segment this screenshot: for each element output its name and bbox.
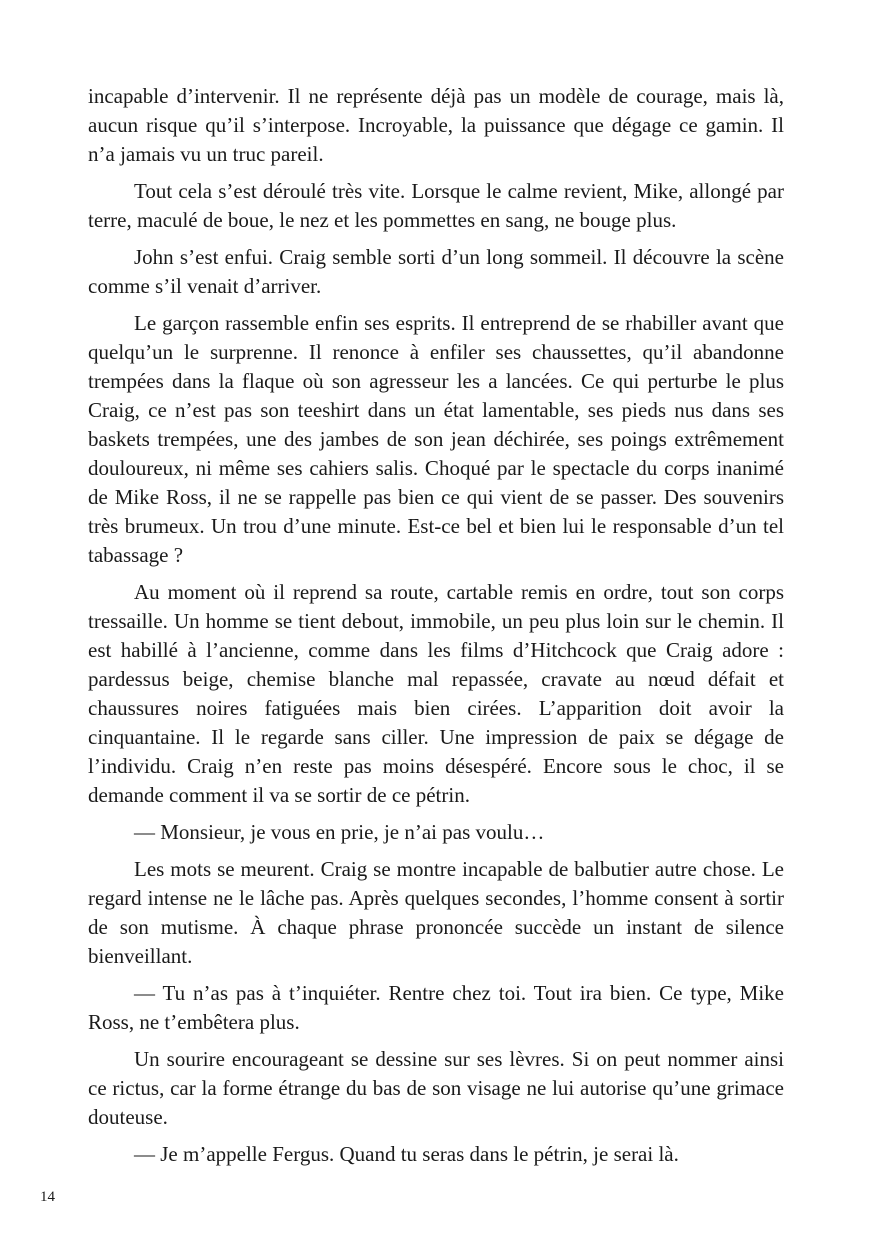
- page-number: 14: [40, 1189, 55, 1205]
- paragraph: Tout cela s’est déroulé très vite. Lorsque le calme revient, Mike, allongé par terre, maculé de boue, le nez et les pommettes en sang, ne bouge plus.: [88, 179, 784, 232]
- dialogue-line: — Tu n’as pas à t’inquiéter. Rentre chez toi. Tout ira bien. Ce type, Mike Ross, ne t’embêtera plus.: [88, 981, 784, 1034]
- paragraph: Au moment où il reprend sa route, cartable remis en ordre, tout son corps tressaille. Un homme se tient debout, immobile, un peu plus loin sur le chemin. Il est habillé à l’ancienne, comme dans les films d’Hitchcock que Craig adore : pardessus beige, chemise blanche mal repassée, cravate au nœud défait et chaussures noires fatiguées mais bien cirées. L’apparition doit avoir la cinquantaine. Il le regarde sans ciller. Une impression de paix se dégage de l’individu. Craig n’en reste pas moins désespéré. Encore sous le choc, il se demande comment il va se sortir de ce pétrin.: [88, 580, 784, 807]
- dialogue-line: — Monsieur, je vous en prie, je n’ai pas voulu…: [134, 820, 545, 844]
- dialogue-line: — Je m’appelle Fergus. Quand tu seras dans le pétrin, je serai là.: [134, 1142, 679, 1166]
- paragraph: incapable d’intervenir. Il ne représente déjà pas un modèle de courage, mais là, aucun risque qu’il s’interpose. Incroyable, la puissance que dégage ce gamin. Il n’a jamais vu un truc pareil.: [88, 84, 784, 166]
- paragraph: Les mots se meurent. Craig se montre incapable de balbutier autre chose. Le regard intense ne le lâche pas. Après quelques secondes, l’homme consent à sortir de son mutisme. À chaque phrase prononcée succède un instant de silence bienveillant.: [88, 857, 784, 968]
- paragraph: Un sourire encourageant se dessine sur ses lèvres. Si on peut nommer ainsi ce rictus, car la forme étrange du bas de son visage ne lui autorise qu’une grimace douteuse.: [88, 1047, 784, 1129]
- paragraph: Le garçon rassemble enfin ses esprits. Il entreprend de se rhabiller avant que quelqu’un le surprenne. Il renonce à enfiler ses chaussettes, qu’il abandonne trempées dans la flaque où son agresseur les a lancées. Ce qui perturbe le plus Craig, ce n’est pas son teeshirt dans un état lamentable, ses pieds nus dans ses baskets trempées, une des jambes de son jean déchirée, ses poings extrêmement douloureux, ni même ses cahiers salis. Choqué par le spectacle du corps inanimé de Mike Ross, il ne se rappelle pas bien ce qui vient de se passer. Des souvenirs très brumeux. Un trou d’une minute. Est-ce bel et bien lui le responsable d’un tel tabassage ?: [88, 311, 784, 567]
- paragraph: John s’est enfui. Craig semble sorti d’un long sommeil. Il découvre la scène comme s’il venait d’arriver.: [88, 245, 784, 298]
- page-body: [88, 82, 784, 1177]
